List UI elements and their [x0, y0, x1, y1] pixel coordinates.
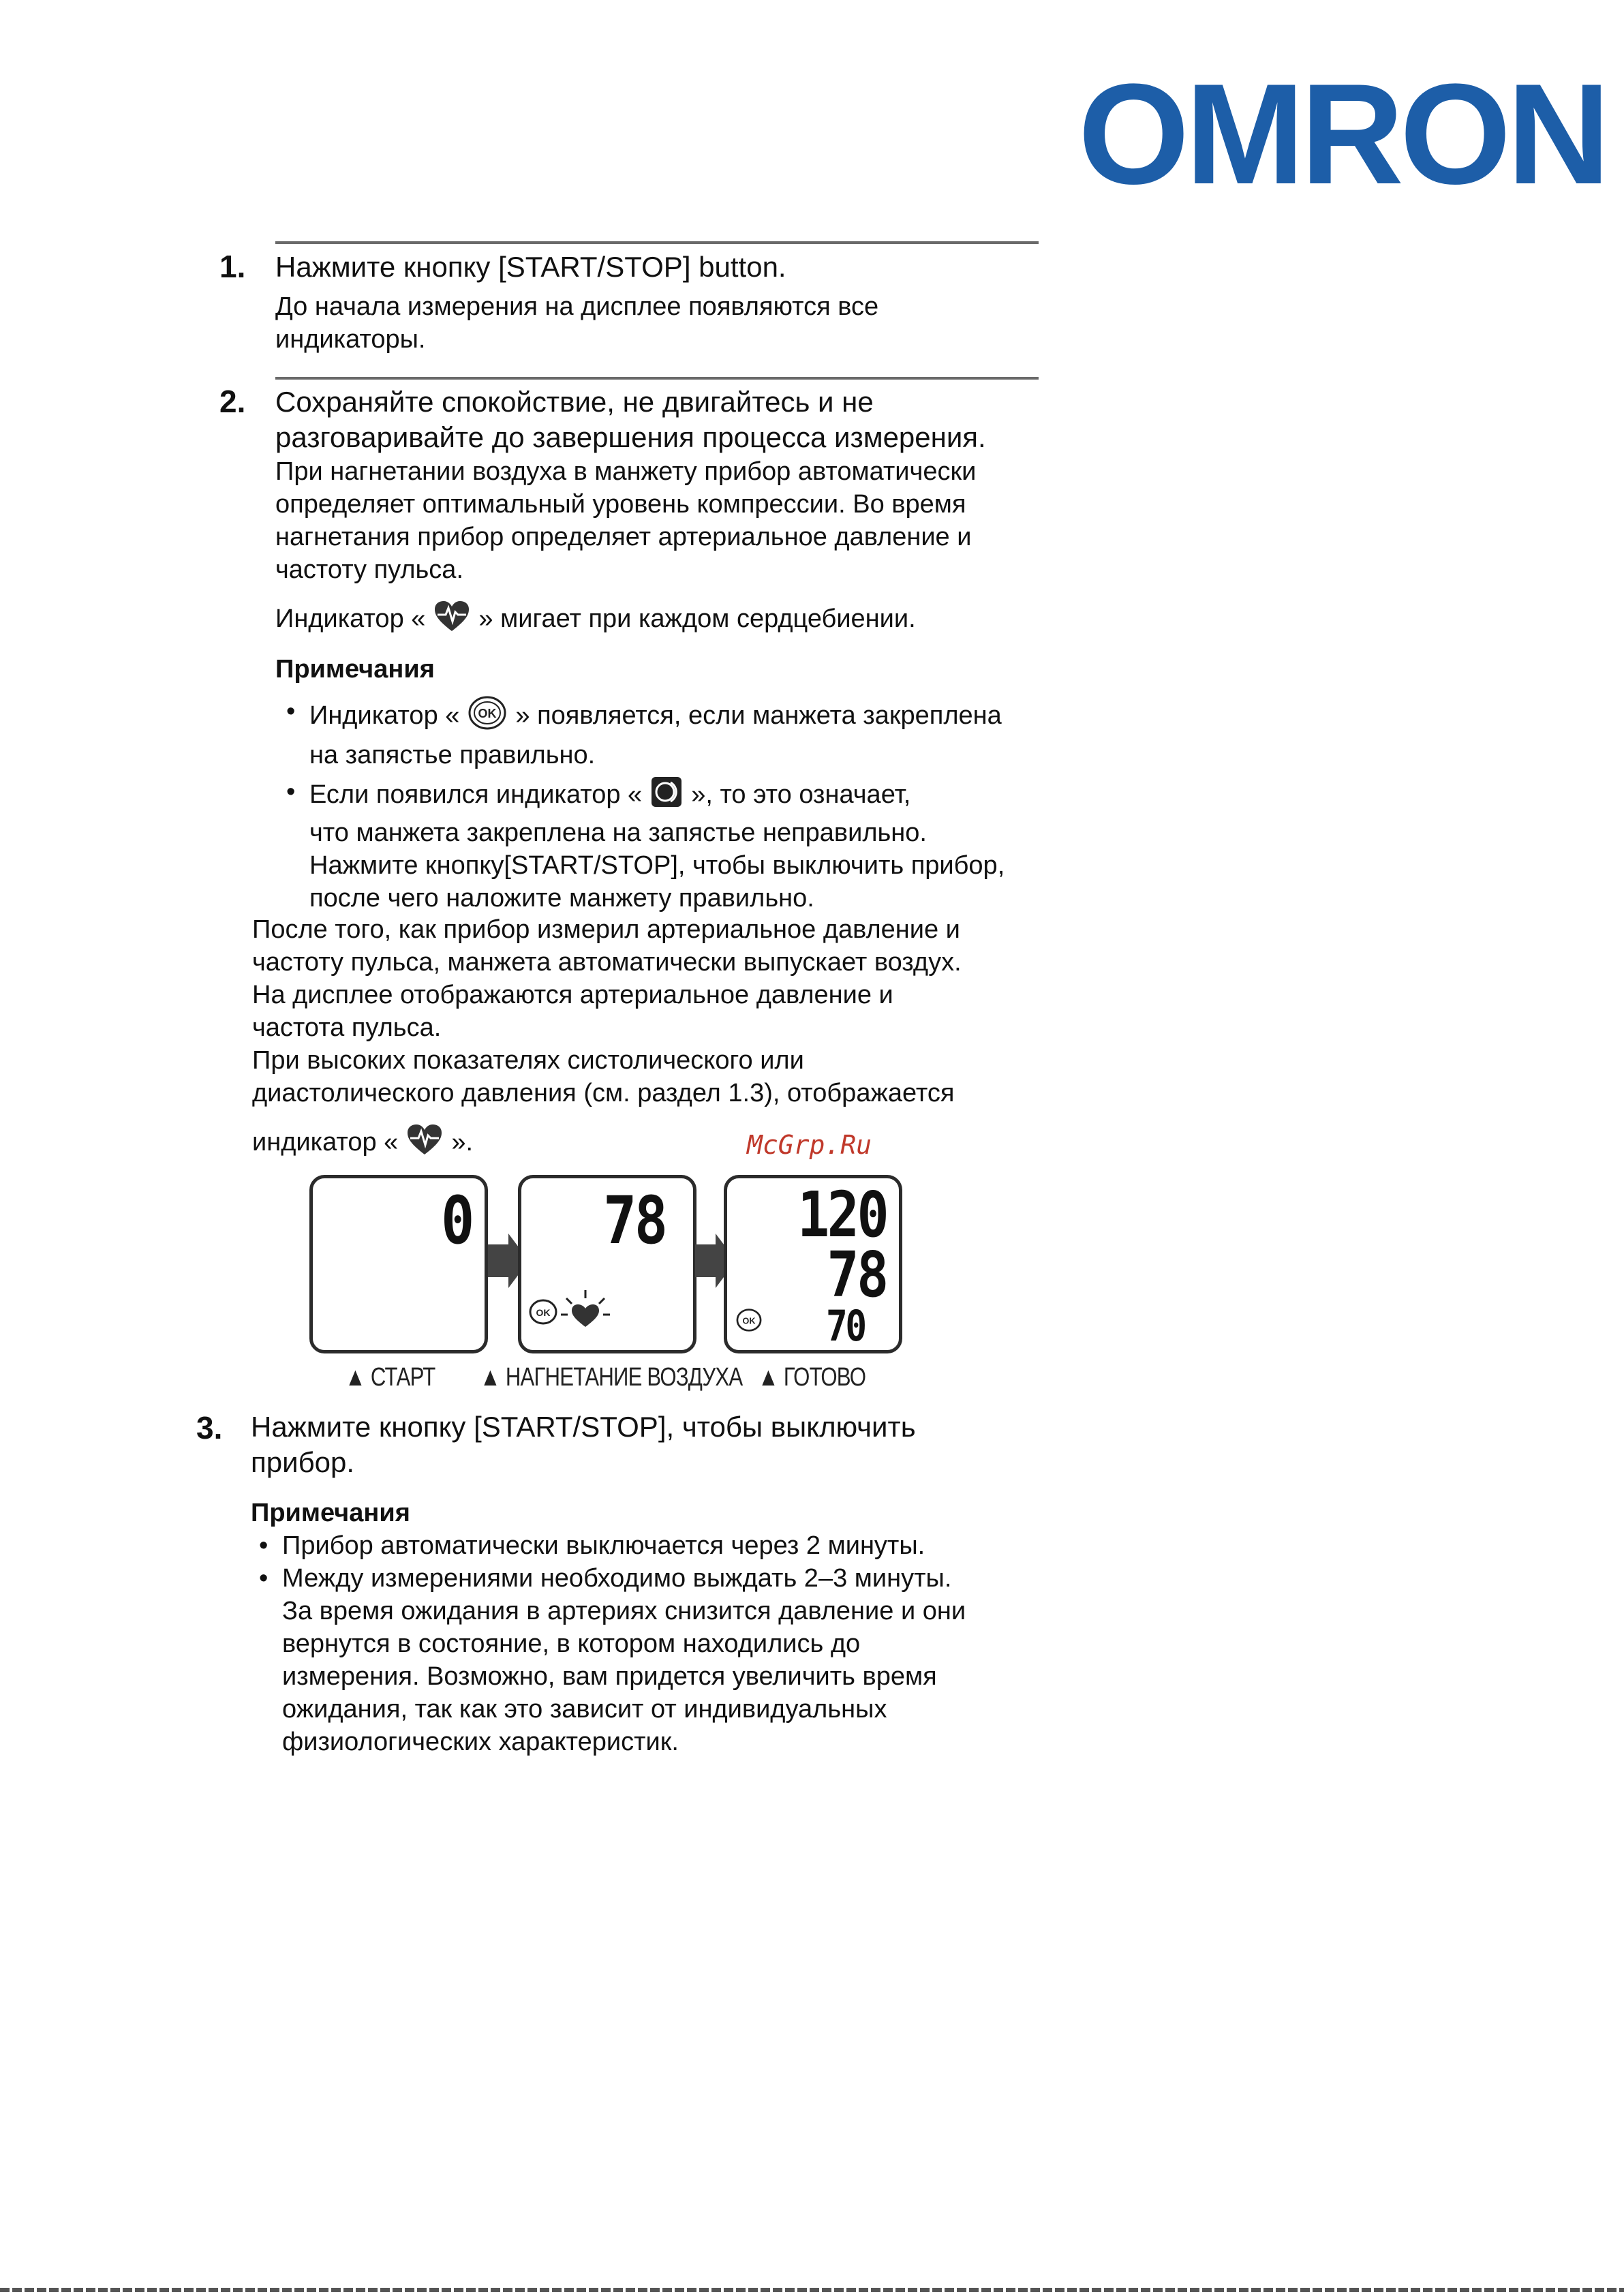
step-2-number: 2. — [219, 384, 246, 419]
text-line: диастолического давления (см. раздел 1.3), отображается — [252, 1079, 955, 1107]
cuff-ok-icon — [735, 1308, 763, 1332]
high-pressure-indicator-line — [252, 1123, 473, 1164]
text-line: индикаторы. — [275, 325, 426, 354]
step-3-heading — [251, 1409, 916, 1480]
step-2-body — [275, 455, 976, 586]
text-line: При нагнетании воздуха в манжету прибор автоматически — [275, 457, 977, 486]
diastolic-value: 78 — [827, 1238, 887, 1311]
text-line: На дисплее отображаются артериальное давление и — [252, 981, 893, 1009]
notes-title: Примечания — [275, 655, 435, 684]
text-line: Нажмите кнопку [START/STOP], чтобы выключить — [251, 1411, 916, 1443]
ok-label: OK — [742, 1316, 756, 1326]
text-line: вернутся в состояние, в котором находились до — [282, 1629, 861, 1658]
blinking-heart-icon — [558, 1287, 613, 1335]
text: индикатор « — [252, 1128, 399, 1157]
heart-pulse-icon — [433, 600, 470, 641]
pulse-value: 70 — [826, 1301, 865, 1351]
text-line: после чего наложите манжету правильно. — [309, 884, 814, 913]
text: », то это означает, — [691, 780, 911, 810]
text-line: что манжета закреплена на запястье неправильно. — [309, 818, 927, 847]
note-item — [286, 695, 1050, 771]
text-line: ожидания, так как это зависит от индивидуальных — [282, 1695, 887, 1724]
notes-list — [259, 1529, 966, 1758]
text: ». — [451, 1128, 474, 1157]
text-line: частоту пульса, манжета автоматически выпускает воздух. — [252, 948, 962, 977]
bullet: • — [286, 778, 296, 806]
ok-label: OK — [536, 1307, 551, 1318]
text: Если появился индикатор « — [309, 780, 643, 810]
note-item — [259, 1562, 966, 1758]
ok-label: OK — [478, 707, 497, 720]
step-2-heading — [275, 384, 986, 455]
page-bottom-border — [0, 2288, 1624, 2292]
divider — [275, 377, 1039, 380]
text-line: частота пульса. — [252, 1013, 442, 1042]
start-value: 0 — [441, 1182, 472, 1259]
bullet: • — [259, 1531, 269, 1560]
lcd-done — [724, 1175, 902, 1353]
text-line: частоту пульса. — [275, 555, 464, 584]
caption-done: ▲ ГОТОВО — [758, 1363, 866, 1392]
text-line: Прибор автоматически выключается через 2 минуты. — [282, 1531, 925, 1560]
lcd-inflation — [518, 1175, 696, 1353]
text-line: определяет оптимальный уровень компрессии. Во время — [275, 490, 966, 519]
text-line: нагнетания прибор определяет артериальное давление и — [275, 523, 972, 551]
text: » мигает при каждом сердцебиении. — [478, 604, 916, 634]
caption-start: ▲ СТАРТ — [345, 1363, 435, 1392]
text-line: Между измерениями необходимо выждать 2–3 минуты. — [282, 1564, 952, 1593]
cuff-ok-icon — [468, 695, 507, 739]
step-1-body — [275, 290, 878, 356]
divider — [275, 241, 1039, 244]
text-line: За время ожидания в артериях снизится давление и они — [282, 1597, 966, 1625]
step-1-heading: Нажмите кнопку [START/STOP] button. — [275, 251, 786, 283]
step-3-number: 3. — [196, 1410, 223, 1445]
cuff-wrong-icon — [650, 776, 683, 816]
heartbeat-indicator-line — [275, 600, 916, 641]
after-measurement-text — [252, 913, 962, 1109]
bullet: • — [259, 1564, 269, 1593]
text: Индикатор « — [275, 604, 426, 634]
text-line: физиологических характеристик. — [282, 1728, 679, 1756]
text-line: После того, как прибор измерил артериальное давление и — [252, 915, 960, 944]
systolic-value: 120 — [797, 1178, 887, 1251]
text-line: При высоких показателях систолического или — [252, 1046, 804, 1075]
omron-logo: OMRON — [1078, 54, 1606, 214]
text-line: на запястье правильно. — [309, 741, 596, 769]
notes-list — [286, 695, 1050, 915]
text-line: разговаривайте до завершения процесса измерения. — [275, 421, 986, 453]
text-line: измерения. Возможно, вам придется увеличить время — [282, 1662, 937, 1691]
text: » появляется, если манжета закреплена — [515, 701, 1002, 731]
text: Индикатор « — [309, 701, 460, 731]
bullet: • — [286, 697, 296, 726]
step-1-number: 1. — [219, 249, 246, 284]
heart-pulse-icon — [406, 1123, 443, 1164]
note-item — [286, 776, 1050, 915]
note-item — [259, 1529, 966, 1562]
inflation-value: 78 — [603, 1182, 666, 1259]
text-line: До начала измерения на дисплее появляются все — [275, 292, 879, 321]
text-line: прибор. — [251, 1446, 355, 1478]
text-line: Нажмите кнопку[START/STOP], чтобы выключить прибор, — [309, 851, 1005, 880]
cuff-ok-icon — [528, 1298, 558, 1326]
text-line: Сохраняйте спокойствие, не двигайтесь и не — [275, 386, 874, 418]
lcd-start — [309, 1175, 488, 1353]
notes-title: Примечания — [251, 1499, 410, 1527]
watermark: McGrp.Ru — [747, 1130, 872, 1160]
caption-inflation: ▲ НАГНЕТАНИЕ ВОЗДУХА — [480, 1363, 743, 1392]
